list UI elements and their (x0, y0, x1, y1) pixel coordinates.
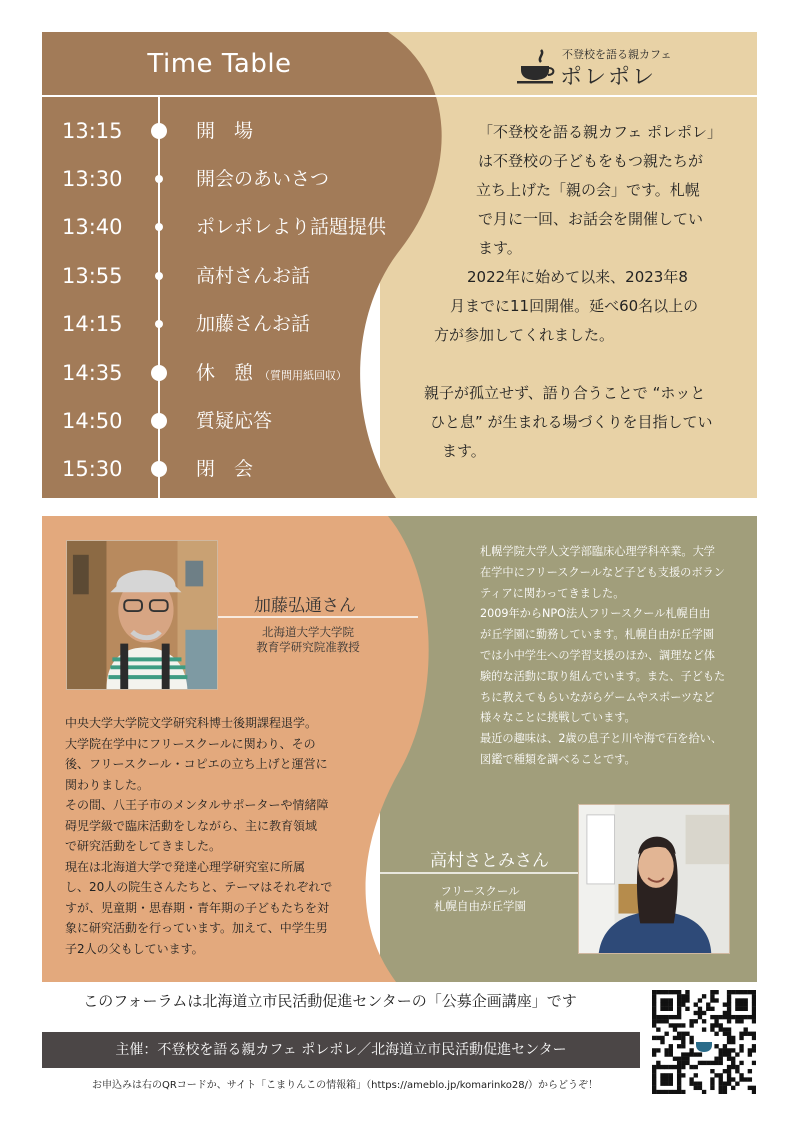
bio-line: ティアに関わってきました。 (480, 586, 625, 600)
row-event: 閉 会 (196, 458, 254, 480)
bio-line: が丘学園に勤務しています。札幌自由が丘学園 (480, 628, 715, 642)
intro-line: 親子が孤立せず、語り合うことで “ホッと (424, 384, 706, 402)
intro-line: 「不登校を語る親カフェ ポレポレ」 (478, 123, 723, 141)
bio-line: 象に研究活動を行っています。加えて、中学生男 (65, 921, 328, 935)
row-time: 14:15 (62, 312, 123, 336)
apply-note[interactable]: お申込みは右のQRコードか、サイト「こまりんこの情報箱」（https://ameblo.jp/komarinko28/）からどうぞ！ (91, 1080, 599, 1091)
host-bar: 主催：不登校を語る親カフェ ポレポレ／北海道立市民活動促進センター (42, 1032, 640, 1068)
bio-line: 後、フリースクール・コピエの立ち上げと運営に (65, 757, 328, 771)
logo-title: ポレポレ (560, 65, 657, 90)
timetable-row (42, 445, 402, 493)
timetable-row (42, 252, 402, 300)
intro-line: 方が参加してくれました。 (434, 326, 615, 344)
bio-line: 図鑑で種類を調べることです。 (480, 752, 636, 766)
timetable-title: Time Table (147, 49, 292, 79)
intro-line: 月までに11回開催。延べ60名以上の (450, 297, 699, 315)
affiliation-line: 札幌自由が丘学園 (434, 899, 526, 913)
row-event (196, 349, 347, 400)
bio-line: 大学院在学中にフリースクールに関わり、その (65, 736, 316, 751)
speaker1-photo (66, 540, 218, 690)
timetable-row (42, 349, 402, 397)
row-event-label: 休 憩 (196, 362, 254, 384)
row-event: 高村さんお話 (196, 265, 311, 287)
intro-line: で月に一回、お話会を開催してい (478, 210, 704, 228)
row-time: 13:40 (62, 215, 123, 239)
bio-line: 最近の趣味は、2歳の息子と川や海で石を拾い、 (480, 732, 723, 746)
bio-line: 在学中にフリースクールなど子ども支援のボラン (480, 565, 725, 579)
speaker2-affiliation (420, 884, 540, 914)
bio-line: 関わりました。 (65, 777, 150, 792)
bio-line: 様々なことに挑戦しています。 (480, 711, 636, 725)
intro-line: ます。 (478, 239, 522, 257)
intro-line: ひと息” が生まれる場づくりを目指してい (430, 413, 713, 431)
row-event: 開 場 (196, 120, 254, 142)
row-time: 13:30 (62, 167, 123, 191)
intro-line: 立ち上げた「親の会」です。札幌 (476, 181, 700, 199)
coffee-cup-icon (515, 48, 557, 84)
row-event: 開会のあいさつ (196, 168, 330, 190)
timetable-row (42, 300, 402, 348)
bio-line: 験的な活動に取り組んでいます。また、子どもた (480, 669, 726, 683)
qr-code[interactable] (652, 990, 756, 1094)
row-time: 13:55 (62, 264, 123, 288)
intro-line: は不登校の子どもをもつ親たちが (478, 152, 704, 170)
speaker2-bio (480, 542, 750, 771)
bio-line: 札幌学院大学人文学部臨床心理学科卒業。大学 (480, 545, 715, 558)
timetable-row (42, 107, 402, 155)
row-time: 14:35 (62, 361, 123, 385)
timetable-row (42, 155, 402, 203)
bio-line: では小中学生への学習支援のほか、調理など体 (480, 648, 715, 662)
bio-line: その間、八王子市のメンタルサポーターや情緒障 (65, 798, 329, 812)
speaker1-affiliation (238, 625, 378, 655)
logo-subtitle: 不登校を語る親カフェ (562, 48, 672, 61)
bio-line: 碍児学級で臨床活動をしながら、主に教育領域 (65, 818, 318, 833)
row-note: （質問用紙回収） (259, 369, 348, 382)
affiliation-line: 教育学研究院准教授 (256, 640, 360, 654)
affiliation-line: 北海道大学大学院 (262, 625, 354, 639)
row-time: 14:50 (62, 409, 123, 433)
speaker2-photo (578, 804, 730, 954)
intro-line: ます。 (442, 442, 486, 460)
timetable-row (42, 397, 402, 445)
bio-line: すが、児童期・思春期・青年期の子どもたちを対 (65, 900, 330, 915)
bio-line: 2009年からNPO法人フリースクール札幌自由 (480, 607, 711, 621)
bio-line: 現在は北海道大学で発達心理学研究室に所属 (65, 859, 306, 874)
speaker2-name: 高村さとみさん (430, 851, 549, 871)
speaker1-bio (65, 713, 365, 959)
intro-text (420, 118, 740, 466)
row-event: ポレポレより話題提供 (196, 216, 387, 238)
intro-line (420, 350, 740, 379)
bio-line: 中央大学大学院文学研究科博士後期課程退学。 (65, 716, 318, 730)
intro-line: 2022年に始めて以来、2023年8 (452, 268, 688, 286)
forum-note: このフォーラムは北海道立市民活動促進センターの「公募企画講座」です (83, 992, 577, 1010)
bio-line: で研究活動をしてきました。 (65, 839, 222, 853)
timetable-row (42, 203, 402, 251)
bio-line: 子2人の父もしています。 (65, 941, 204, 956)
row-event: 質疑応答 (196, 410, 273, 432)
speaker1-name: 加藤弘通さん (254, 596, 356, 616)
affiliation-line: フリースクール (440, 884, 520, 898)
row-time: 15:30 (62, 457, 123, 481)
bio-line: し、20人の院生さんたちと、テーマはそれぞれで (65, 880, 333, 894)
bio-line: ちに教えてもらいながらゲームやスポーツなど (480, 690, 715, 704)
row-time: 13:15 (62, 119, 123, 143)
row-event: 加藤さんお話 (196, 313, 311, 335)
